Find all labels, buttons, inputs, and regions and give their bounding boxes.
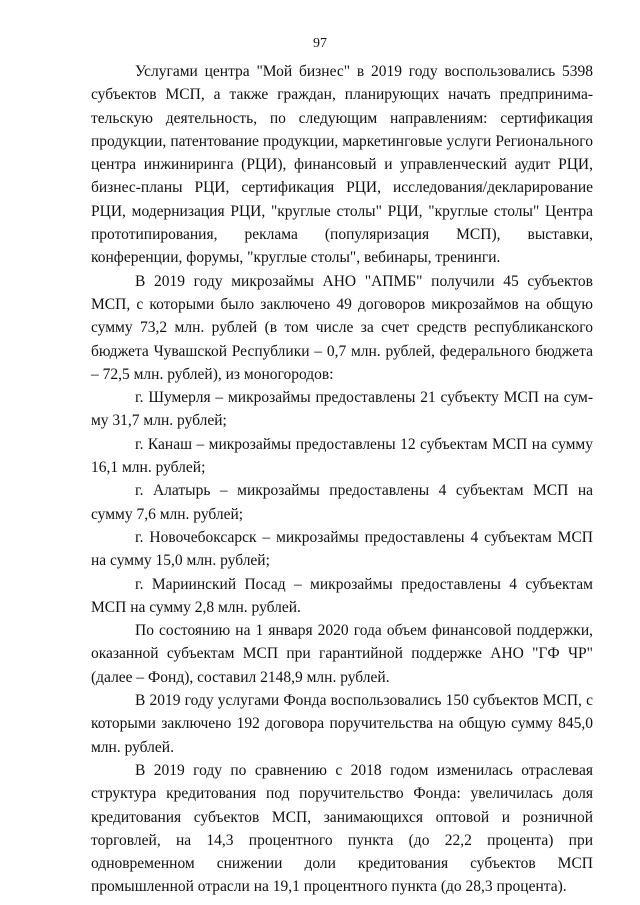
paragraph-mariinsky-posad: г. Мариинский Посад – микрозаймы предоставлены 4 субъектам МСП на сумму 2,8 млн. рублей. bbox=[91, 575, 593, 616]
paragraph-credit-structure-change: В 2019 году по сравнению с 2018 годом изменилась отраслевая структура кредитования под поручительство Фонда: увеличилась доля кредитования субъектов МСП, занимающихся оптовой и розничной торговлей, на 14,3 процентного пункта (до 22,2 процента) при одновременном снижении доли кредитования субъектов МСП промышленной отрасли на 19,1 процентного пункта (до 28,3 процента). bbox=[91, 761, 593, 896]
paragraph-moy-biznes-services: Услугами центра "Мой бизнес" в 2019 году воспользовались 5398 субъектов МСП, а также граждан, планирующих начать предпринимательскую деятельность, по следующим направлениям: сертификация продукции, патентование продукции, маркетинговые услуги Регионального центра инжиниринга (РЦИ), финансовый и управленческий аудит РЦИ, бизнес-планы РЦИ, сертификация РЦИ, исследования/декларирование РЦИ, модернизация РЦИ, "круглые столы" РЦИ, "круглые столы" Центра прототипирования, реклама (популяризация МСП), выставки, конференции, форумы, "круглые столы", вебинары, тренинги. bbox=[91, 63, 593, 267]
paragraph-shumerlya: г. Шумерля – микрозаймы предоставлены 21 субъекту МСП на сумму 31,7 млн. рублей; bbox=[91, 389, 593, 430]
paragraph-alatyr: г. Алатырь – микрозаймы предоставлены 4 субъектам МСП на сумму 7,6 млн. рублей; bbox=[91, 482, 593, 523]
page-number: 97 bbox=[313, 36, 327, 51]
paragraph-fund-services-2019: В 2019 году услугами Фонда воспользовались 150 субъектов МСП, с которыми заключено 192 договора поручительства на общую сумму 845,0 млн. рублей. bbox=[91, 692, 593, 756]
paragraph-fund-support-volume: По состоянию на 1 января 2020 года объем финансовой поддержки, оказанной субъектам МСП при гарантийной поддержке АНО "ГФ ЧР" (далее – Фонд), составил 2148,9 млн. рублей. bbox=[91, 622, 593, 686]
paragraph-apmb-microloans: В 2019 году микрозаймы АНО "АПМБ" получили 45 субъектов МСП, с которыми было заключено 49 договоров микрозаймов на общую сумму 73,2 млн. рублей (в том числе за счет средств республиканского бюджета Чувашской Республики – 0,7 млн. рублей, федерального бюджета – 72,5 млн. рублей), из моногородов: bbox=[91, 272, 593, 383]
document-body bbox=[91, 60, 593, 899]
paragraph-kanash: г. Канаш – микрозаймы предоставлены 12 субъектам МСП на сумму 16,1 млн. рублей; bbox=[91, 435, 593, 477]
paragraph-novocheboksarsk: г. Новочебоксарск – микрозаймы предоставлены 4 субъектам МСП на сумму 15,0 млн. рублей; bbox=[91, 528, 593, 570]
